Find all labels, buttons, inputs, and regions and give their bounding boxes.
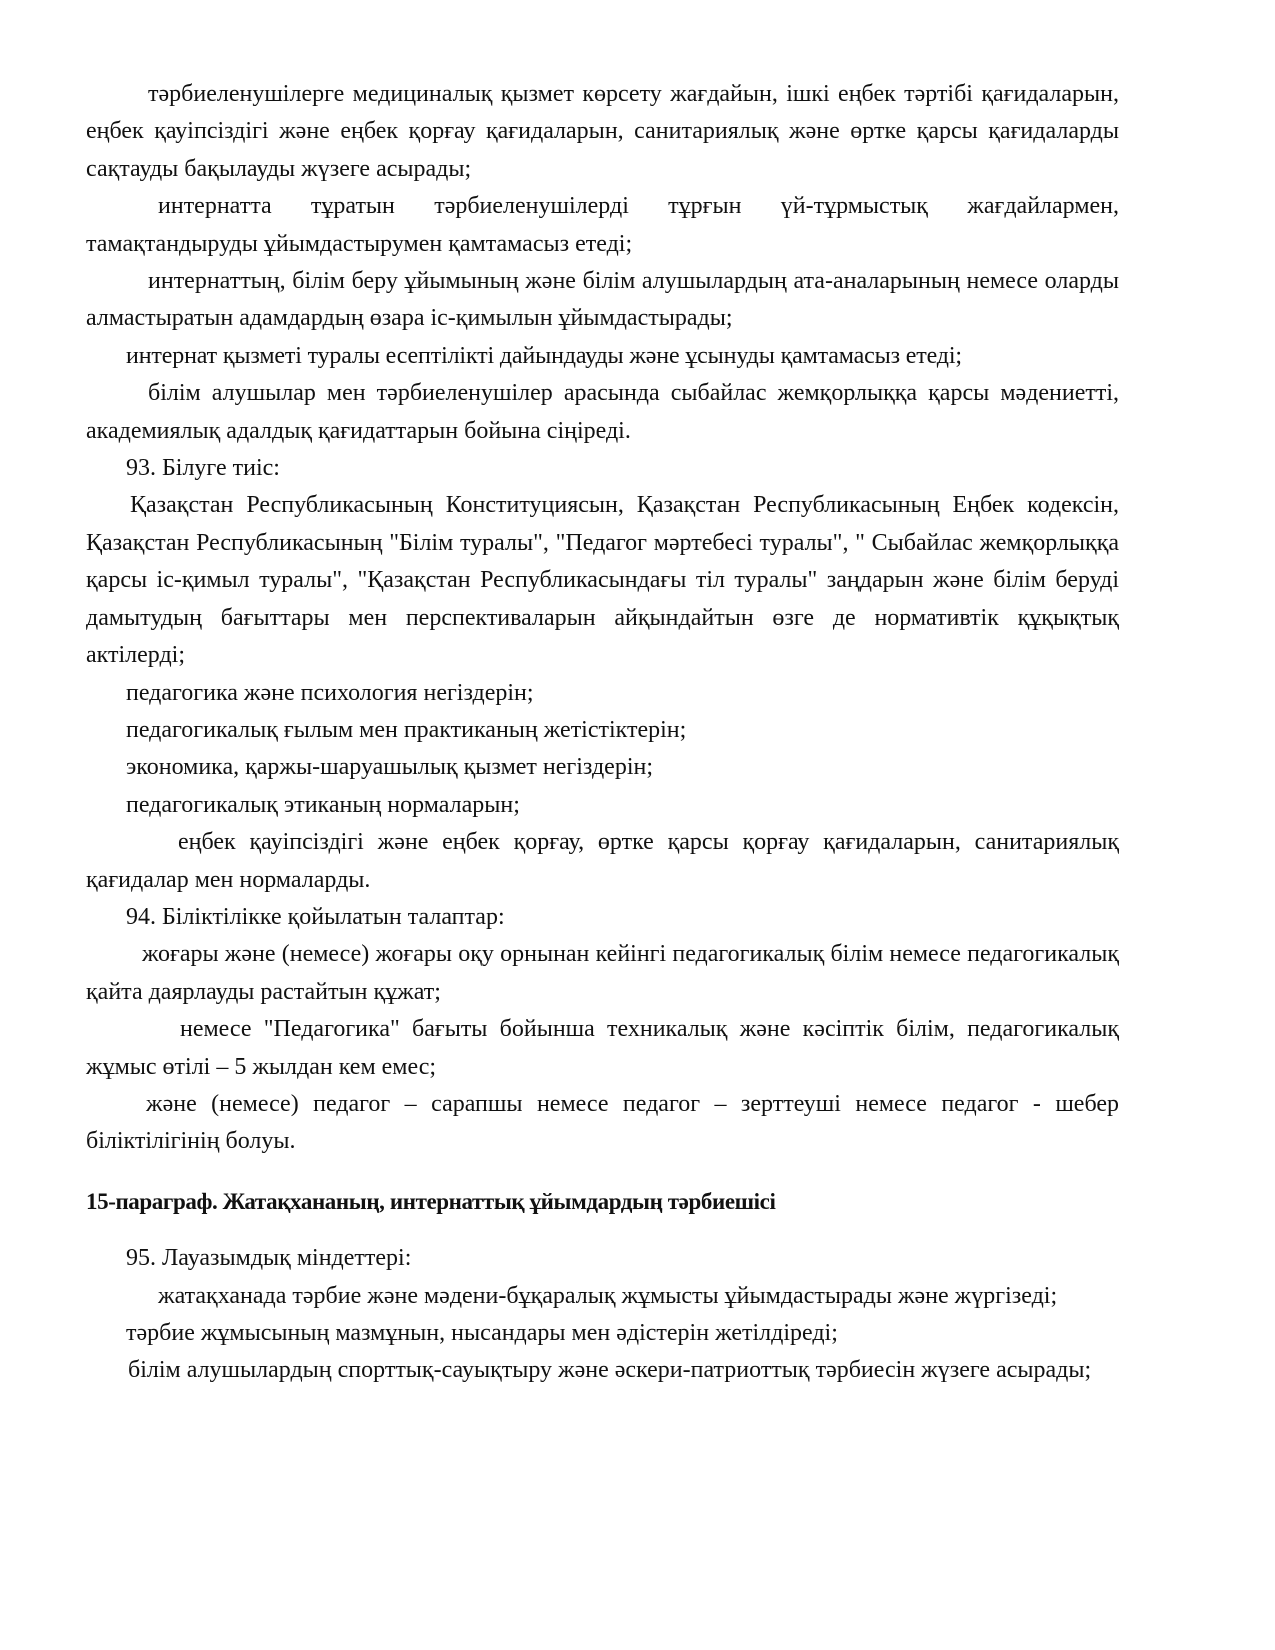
section-95-item-organize: жатақханада тәрбие және мәдени-бұқаралық жұмысты ұйымдастырады және жүргізеді; [158,1282,1058,1309]
section-95-item-improve: тәрбие жұмысының мазмұнын, нысандары мен әдістерін жетілдіреді; [126,1320,838,1346]
section-94-item-technical: немесе "Педагогика" бағыты бойынша техникалық және кәсіптік білім, педагогикалық жұмыс өтілі – 5 жылдан кем емес; [86,1016,1119,1080]
section-94-item-education: жоғары және (немесе) жоғары оқу орнынан кейінгі педагогикалық білім немесе педагогикалық қайта даярлауды растайтын құжат; [86,941,1119,1005]
section-93-title: 93. Білуге тиіс: [126,455,280,482]
section-94-item-qualification: және (немесе) педагог – сарапшы немесе педагог – зерттеуші немесе педагог - шебер біліктілігінің болуы. [86,1090,1119,1155]
section-93-item-ethics: педагогикалық этиканың нормаларын; [126,791,520,818]
section-93-item-laws: Қазақстан Республикасының Конституциясын, Қазақстан Республикасының Еңбек кодексін, Қазақстан Республикасының "Білім туралы", "Педагог мәртебесі туралы", " Сыбайлас жемқорлыққа қарсы іс-қимыл туралы", "Қазақстан Республикасындағы тіл туралы" заңдарын және білім беруді дамытудың бағыттары мен перспективаларын айқындайтын өзге де нормативтік құқықтық актілерді; [86,492,1119,669]
document-page [86,76,1119,1390]
paragraph-anticorruption: білім алушылар мен тәрбиеленушілер арасында сыбайлас жемқорлыққа қарсы мәдениетті, академиялық адалдық қағидаттарын бойына сіңіреді. [86,380,1119,444]
section-94-title: 94. Біліктілікке қойылатын талаптар: [126,903,505,930]
section-93-item-science: педагогикалық ғылым мен практиканың жетістіктерін; [126,716,687,743]
section-95-title: 95. Лауазымдық міндеттері: [126,1245,412,1272]
paragraph-interaction: интернаттың, білім беру ұйымының және білім алушылардың ата-аналарының немесе оларды алмастыратын адамдардың өзара іс-қимылын ұйымдастырады; [86,268,1119,332]
paragraph-reporting: интернат қызметі туралы есептілікті дайындауды және ұсынуды қамтамасыз етеді; [126,342,962,369]
paragraph-heading: 15-параграф. Жатақхананың, интернаттық ұйымдардың тәрбиешісі [86,1188,776,1214]
section-93-item-pedagogy: педагогика және психология негіздерін; [126,679,534,706]
section-93-item-safety: еңбек қауіпсіздігі және еңбек қорғау, өртке қарсы қорғау қағидаларын, санитариялық қағидалар мен нормаларды. [86,829,1119,893]
section-95-item-sports: білім алушылардың спорттық-сауықтыру және әскери-патриоттық тәрбиесін жүзеге асырады; [128,1357,1092,1384]
section-93-item-economics: экономика, қаржы-шаруашылық қызмет негіздерін; [126,754,653,781]
paragraph-living-conditions: интернатта тұратын тәрбиеленушілерді тұрғын үй-тұрмыстық жағдайлармен, тамақтандыруды ұйымдастырумен қамтамасыз етеді; [86,193,1119,257]
paragraph-medical-service: тәрбиеленушілерге медициналық қызмет көрсету жағдайын, ішкі еңбек тәртібі қағидаларын, еңбек қауіпсіздігі және еңбек қорғау қағидаларын, санитариялық және өртке қарсы қағидаларды сақтауды бақылауды жүзеге асырады; [86,81,1119,182]
